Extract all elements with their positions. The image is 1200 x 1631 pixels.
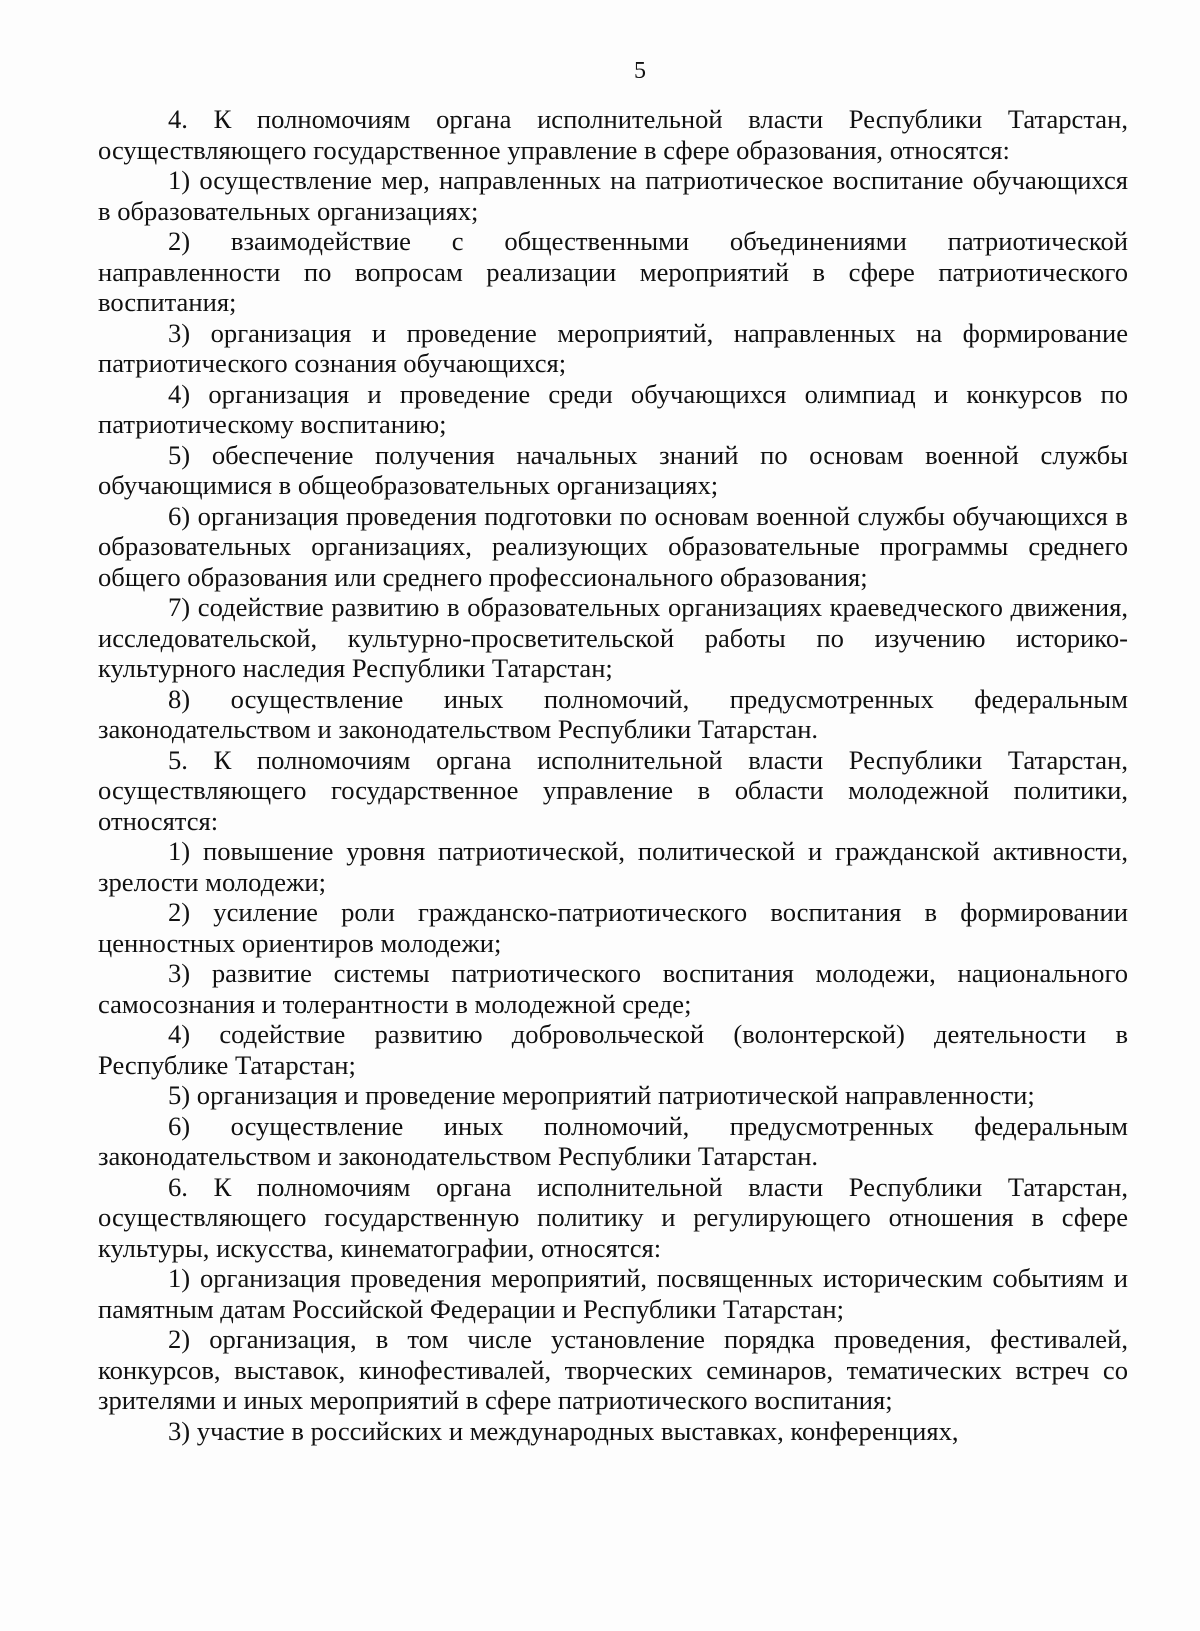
list-item: 2) организация, в том числе установление порядка проведения, фестивалей, конкурсов, выставок, кинофестивалей, творческих семинаров, тематических встреч со зрителями и иных мероприятий в сфере патриотического воспитания; (98, 1324, 1128, 1415)
list-item: 5) организация и проведение мероприятий патриотической направленности; (168, 1080, 1035, 1110)
list-item: 3) участие в российских и международных выставках, конференциях, (168, 1415, 959, 1446)
list-item: 1) осуществление мер, направленных на патриотическое воспитание обучающихся в образовательных организациях; (98, 165, 1128, 226)
list-item: 8) осуществление иных полномочий, предусмотренных федеральным законодательством и законодательством Республики Татарстан. (98, 683, 1128, 744)
paragraph-section-4: 4. К полномочиям органа исполнительной власти Республики Татарстан, осуществляющего государственное управление в сфере образования, относятся: (98, 104, 1128, 165)
list-item: 6) осуществление иных полномочий, предусмотренных федеральным законодательством и законодательством Республики Татарстан. (98, 1110, 1128, 1171)
list-item: 4) организация и проведение среди обучающихся олимпиад и конкурсов по патриотическому воспитанию; (98, 378, 1128, 439)
list-item: 3) организация и проведение мероприятий, направленных на формирование патриотического сознания обучающихся; (98, 317, 1128, 378)
document-body (98, 104, 1128, 1446)
list-item: 4) содействие развитию добровольческой (волонтерской) деятельности в Республике Татарстан; (98, 1019, 1128, 1080)
list-item: 3) развитие системы патриотического воспитания молодежи, национального самосознания и толерантности в молодежной среде; (98, 958, 1128, 1019)
list-item: 6) организация проведения подготовки по основам военной службы обучающихся в образовательных организациях, реализующих образовательные программы среднего общего образования или среднего профессионального образования; (98, 500, 1128, 592)
list-item: 7) содействие развитию в образовательных организациях краеведческого движения, исследовательской, культурно-просветительской работы по изучению историко-культурного наследия Республики Татарстан; (98, 592, 1128, 683)
list-item: 5) обеспечение получения начальных знаний по основам военной службы обучающимися в общеобразовательных организациях; (98, 439, 1128, 500)
list-item: 1) организация проведения мероприятий, посвященных историческим событиям и памятным датам Российской Федерации и Республики Татарстан; (98, 1263, 1128, 1324)
page-number: 5 (634, 58, 646, 84)
paragraph-section-5: 5. К полномочиям органа исполнительной власти Республики Татарстан, осуществляющего государственное управление в области молодежной политики, относятся: (98, 744, 1128, 836)
list-item: 2) взаимодействие с общественными объединениями патриотической направленности по вопросам реализации мероприятий в сфере патриотического воспитания; (98, 226, 1128, 317)
list-item: 2) усиление роли гражданско-патриотического воспитания в формировании ценностных ориентиров молодежи; (98, 897, 1128, 958)
list-item: 1) повышение уровня патриотической, политической и гражданской активности, зрелости молодежи; (98, 836, 1128, 897)
paragraph-section-6: 6. К полномочиям органа исполнительной власти Республики Татарстан, осуществляющего государственную политику и регулирующего отношения в сфере культуры, искусства, кинематографии, относятся: (98, 1171, 1128, 1263)
